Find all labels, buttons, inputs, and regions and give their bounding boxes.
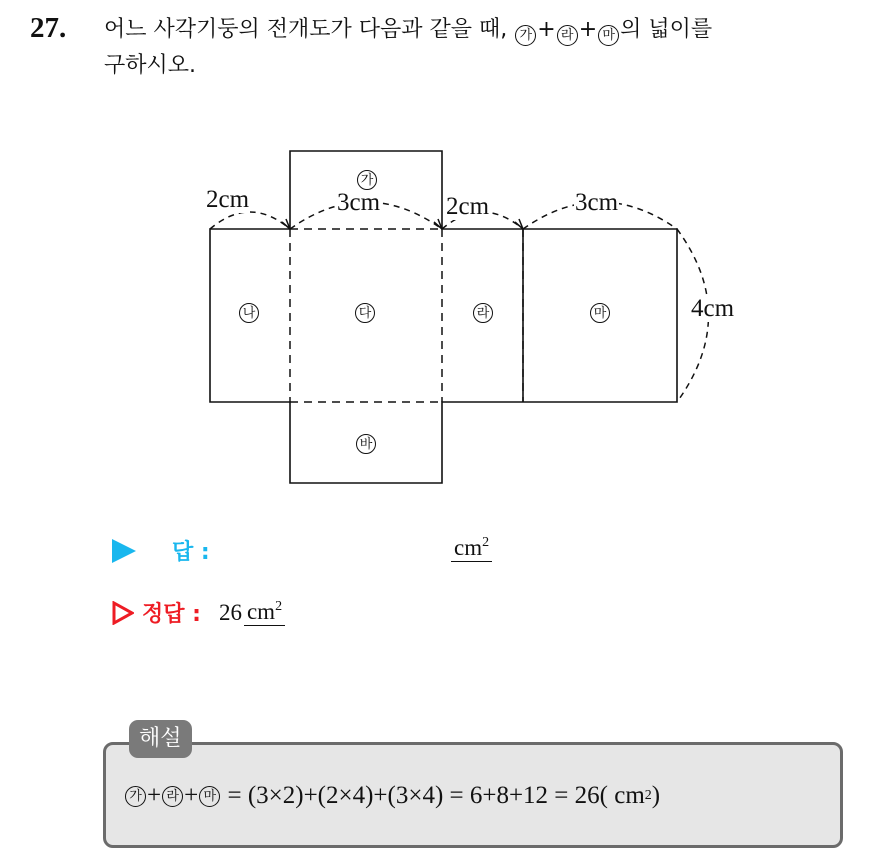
plus-sign: +	[184, 782, 199, 809]
answer-unit-exponent: 2	[482, 535, 490, 550]
dimension-label-1: 2cm	[206, 186, 250, 213]
dimension-label-3: 2cm	[446, 193, 490, 220]
arrowhead-2	[434, 219, 442, 229]
face-label-ra: 라	[473, 303, 493, 323]
answer-label: 답 :	[172, 540, 210, 565]
face-label-ma: 마	[590, 303, 610, 323]
answer-unit	[451, 536, 492, 562]
circled-ma-symbol: 마	[598, 25, 619, 46]
plus-sign: +	[147, 782, 162, 809]
arrowhead-1	[282, 219, 290, 229]
face-label-ga: 가	[357, 170, 377, 190]
plus-sign: +	[578, 17, 598, 42]
correct-label: 정답 :	[142, 602, 201, 627]
circled-ra-symbol: 라	[557, 25, 578, 46]
explanation-unit-base: cm	[614, 782, 645, 809]
answer-row	[112, 535, 210, 566]
correct-value: 26	[218, 599, 242, 625]
answer-field[interactable]	[451, 536, 492, 562]
explanation-tag: 해설	[129, 720, 192, 758]
question-line-1-text: 어느 사각기둥의 전개도가 다음과 같을 때,	[104, 17, 515, 42]
arc-dim-1	[210, 212, 290, 229]
question-line-2: 구하시오.	[104, 53, 197, 78]
correct-answer-row	[112, 597, 285, 628]
dimension-label-4: 3cm	[575, 189, 619, 216]
face-label-da: 다	[355, 303, 375, 323]
arrowhead-3	[515, 219, 523, 229]
circled-ga-symbol: 가	[515, 25, 536, 46]
explanation-formula: 가 + 라 + 마 = (3×2)+(2×4)+(3×4) = 6+8+12 = 26( cm 2 )	[124, 782, 660, 810]
question-line-1-end: 의 넓이를	[620, 17, 713, 42]
correct-unit-base: cm	[246, 598, 276, 624]
answer-arrow-icon	[112, 539, 136, 563]
correct-unit-exponent: 2	[275, 598, 283, 614]
explanation-equation: = (3×2)+(2×4)+(3×4) = 6+8+12 = 26(	[221, 782, 615, 809]
explanation-close-paren: )	[651, 782, 661, 809]
face-label-ba: 바	[356, 434, 376, 454]
circled-ma-symbol: 마	[199, 786, 220, 807]
correct-arrow-icon	[112, 601, 134, 625]
face-label-na: 나	[239, 303, 259, 323]
dimension-label-height: 4cm	[691, 295, 735, 322]
circled-ra-symbol: 라	[162, 786, 183, 807]
question-number: 27.	[30, 12, 67, 44]
answer-unit-base: cm	[454, 535, 483, 560]
correct-unit	[244, 600, 285, 626]
dimension-label-2: 3cm	[337, 189, 381, 216]
circled-ga-symbol: 가	[125, 786, 146, 807]
plus-sign: +	[537, 17, 556, 42]
